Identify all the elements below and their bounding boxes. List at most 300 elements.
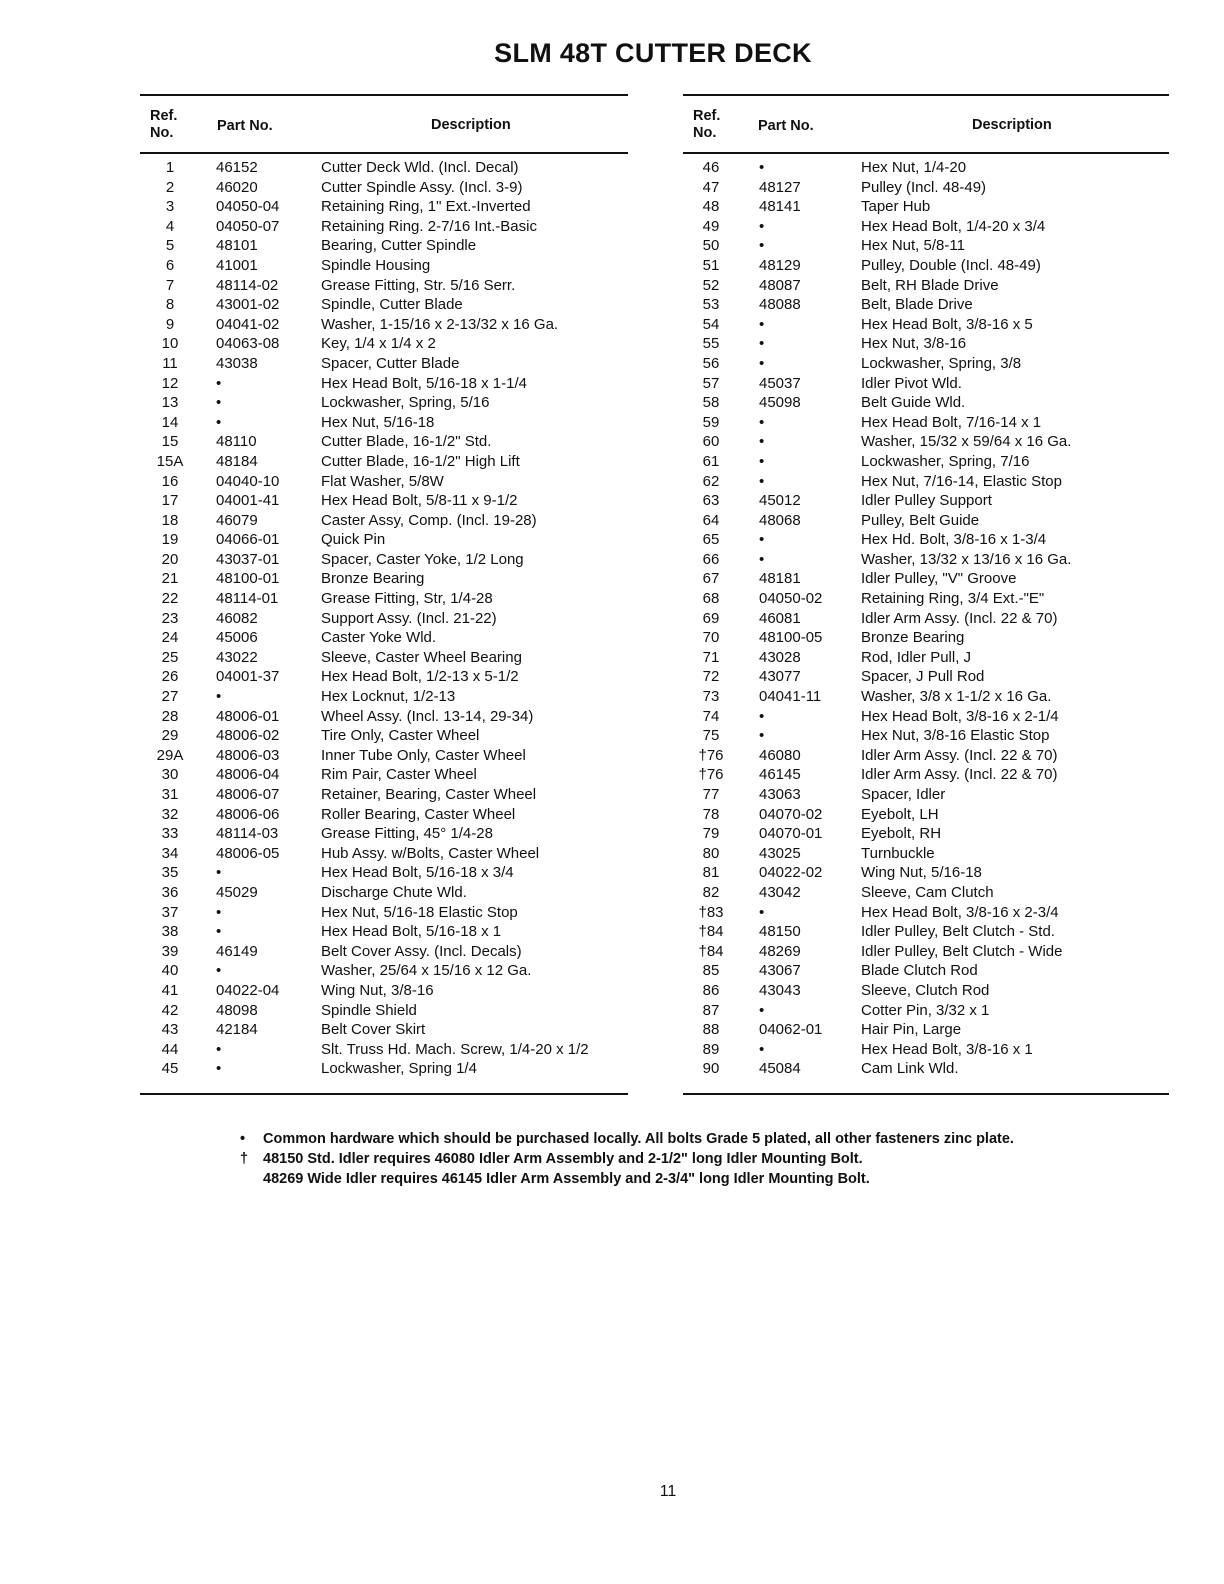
header-description: Description bbox=[972, 117, 1052, 133]
ref-no-cell: 3 bbox=[165, 198, 175, 216]
table-row bbox=[140, 1040, 628, 1060]
description-cell: Retaining Ring, 3/4 Ext.-"E" bbox=[861, 590, 1045, 608]
description-cell: Hex Nut, 3/8-16 bbox=[861, 335, 967, 353]
description-cell: Key, 1/4 x 1/4 x 2 bbox=[321, 335, 436, 353]
table-row bbox=[140, 844, 628, 864]
ref-no-cell: 35 bbox=[161, 864, 179, 882]
ref-no-cell: 30 bbox=[161, 766, 179, 784]
table-row bbox=[140, 550, 628, 570]
table-row bbox=[140, 315, 628, 335]
ref-no-cell: †83 bbox=[698, 903, 724, 921]
ref-no-cell: 13 bbox=[161, 394, 179, 412]
table-row bbox=[140, 628, 628, 648]
part-no-cell: 43077 bbox=[759, 668, 801, 686]
ref-no-cell: 17 bbox=[161, 492, 179, 510]
part-no-cell: 45006 bbox=[216, 629, 258, 647]
description-cell: Bronze Bearing bbox=[861, 629, 965, 647]
bullet-symbol: • bbox=[240, 1131, 246, 1147]
description-cell: Flat Washer, 5/8W bbox=[321, 472, 444, 490]
footnote-text: 48150 Std. Idler requires 46080 Idler Arm Assembly and 2-1/2" long Idler Mounting Bolt. bbox=[263, 1151, 863, 1167]
table-row bbox=[140, 178, 628, 198]
part-no-cell: • bbox=[759, 217, 765, 235]
ref-no-cell: 88 bbox=[702, 1021, 720, 1039]
table-row bbox=[683, 236, 1169, 256]
ref-no-cell: 27 bbox=[161, 688, 179, 706]
table-row bbox=[140, 922, 628, 942]
table-row bbox=[140, 334, 628, 354]
ref-no-cell: 1 bbox=[165, 159, 175, 176]
part-no-cell: • bbox=[759, 727, 765, 745]
description-cell: Idler Pivot Wld. bbox=[861, 374, 962, 392]
table-row bbox=[683, 981, 1169, 1001]
table-row bbox=[140, 981, 628, 1001]
part-no-cell: • bbox=[216, 394, 222, 412]
table-row bbox=[683, 354, 1169, 374]
part-no-cell: • bbox=[759, 335, 765, 353]
header-part-no: Part No. bbox=[217, 118, 273, 134]
part-no-cell: • bbox=[216, 962, 222, 980]
table-row bbox=[140, 765, 628, 785]
table-body bbox=[683, 154, 1169, 1079]
part-no-cell: 48129 bbox=[759, 256, 801, 274]
footnote-std-idler bbox=[238, 1149, 1138, 1169]
ref-no-cell: 66 bbox=[702, 550, 720, 568]
part-no-cell: 48114-01 bbox=[216, 590, 279, 608]
ref-no-cell: †84 bbox=[698, 923, 724, 941]
part-no-cell: 48006-07 bbox=[216, 786, 280, 803]
part-no-cell: 04041-02 bbox=[216, 315, 280, 333]
description-cell: Sleeve, Caster Wheel Bearing bbox=[321, 648, 522, 666]
ref-no-cell: 45 bbox=[161, 1060, 179, 1078]
ref-no-cell: 75 bbox=[702, 727, 720, 745]
description-cell: Spacer, Cutter Blade bbox=[321, 354, 460, 372]
table-row bbox=[683, 393, 1169, 413]
table-row bbox=[683, 648, 1169, 668]
description-cell: Wheel Assy. (Incl. 13-14, 29-34) bbox=[321, 707, 534, 725]
table-row bbox=[140, 236, 628, 256]
table-row bbox=[140, 276, 628, 296]
ref-no-cell: 48 bbox=[702, 198, 720, 216]
description-cell: Hex Hd. Bolt, 3/8-16 x 1-3/4 bbox=[861, 531, 1047, 549]
description-cell: Hex Head Bolt, 5/16-18 x 1-1/4 bbox=[321, 374, 527, 392]
header-description: Description bbox=[431, 117, 511, 133]
ref-no-cell: 44 bbox=[161, 1040, 179, 1058]
part-no-cell: 43001-02 bbox=[216, 296, 280, 314]
ref-no-cell: 34 bbox=[161, 844, 179, 862]
table-row bbox=[140, 393, 628, 413]
table-row bbox=[140, 961, 628, 981]
table-row bbox=[140, 530, 628, 550]
ref-no-cell: 10 bbox=[161, 335, 179, 353]
footnote-text: Common hardware which should be purchased locally. All bolts Grade 5 plated, all other fasteners zinc plate. bbox=[263, 1131, 1014, 1147]
part-no-cell: 48127 bbox=[759, 178, 801, 196]
part-no-cell: • bbox=[759, 1040, 765, 1058]
ref-no-cell: 73 bbox=[702, 688, 720, 706]
ref-no-cell: 23 bbox=[161, 609, 179, 627]
part-no-cell: • bbox=[759, 413, 765, 431]
ref-no-cell: 21 bbox=[161, 570, 179, 588]
table-row bbox=[683, 315, 1169, 335]
table-row bbox=[140, 609, 628, 629]
table-row bbox=[683, 844, 1169, 864]
description-cell: Cotter Pin, 3/32 x 1 bbox=[861, 1001, 990, 1019]
table-row bbox=[683, 1040, 1169, 1060]
table-row bbox=[140, 942, 628, 962]
description-cell: Cutter Blade, 16-1/2" Std. bbox=[321, 433, 492, 451]
table-row bbox=[683, 511, 1169, 531]
ref-no-cell: 72 bbox=[702, 668, 720, 686]
table-row bbox=[683, 334, 1169, 354]
ref-no-cell: 71 bbox=[702, 648, 720, 666]
ref-no-cell: 85 bbox=[702, 962, 720, 980]
description-cell: Tire Only, Caster Wheel bbox=[321, 727, 480, 745]
part-no-cell: • bbox=[759, 707, 765, 725]
table-row bbox=[140, 158, 628, 178]
description-cell: Lockwasher, Spring, 3/8 bbox=[861, 354, 1022, 372]
ref-no-cell: 65 bbox=[702, 531, 720, 549]
table-header bbox=[683, 96, 1169, 152]
table-bottom-rule bbox=[683, 1093, 1169, 1095]
table-row bbox=[683, 765, 1169, 785]
ref-no-cell: 43 bbox=[161, 1021, 179, 1039]
description-cell: Washer, 1-15/16 x 2-13/32 x 16 Ga. bbox=[321, 315, 559, 333]
part-no-cell: • bbox=[759, 903, 765, 921]
part-no-cell: 43043 bbox=[759, 981, 801, 999]
part-no-cell: • bbox=[216, 1040, 222, 1058]
part-no-cell: • bbox=[759, 531, 765, 549]
table-row bbox=[683, 295, 1169, 315]
part-no-cell: 48114-02 bbox=[216, 276, 279, 294]
description-cell: Hex Head Bolt, 5/8-11 x 9-1/2 bbox=[321, 492, 518, 510]
description-cell: Retaining Ring. 2-7/16 Int.-Basic bbox=[321, 217, 537, 235]
description-cell: Retaining Ring, 1" Ext.-Inverted bbox=[321, 198, 531, 216]
ref-no-cell: 52 bbox=[702, 276, 720, 294]
description-cell: Rim Pair, Caster Wheel bbox=[321, 766, 477, 784]
part-no-cell: • bbox=[759, 433, 765, 451]
part-no-cell: • bbox=[216, 923, 222, 941]
table-row bbox=[683, 491, 1169, 511]
ref-no-cell: 9 bbox=[165, 315, 175, 333]
part-no-cell: 04022-04 bbox=[216, 981, 280, 999]
part-no-cell: 48141 bbox=[759, 198, 801, 216]
part-no-cell: 48100-05 bbox=[759, 629, 823, 647]
ref-no-cell: 18 bbox=[161, 511, 179, 529]
description-cell: Wing Nut, 5/16-18 bbox=[861, 864, 982, 882]
table-row bbox=[140, 569, 628, 589]
table-row bbox=[140, 217, 628, 237]
part-no-cell: 04050-02 bbox=[759, 590, 823, 608]
description-cell: Hex Head Bolt, 3/8-16 x 2-1/4 bbox=[861, 707, 1059, 725]
ref-no-cell: 25 bbox=[161, 648, 179, 666]
table-row bbox=[683, 178, 1169, 198]
part-no-cell: 04070-01 bbox=[759, 825, 823, 843]
table-row bbox=[140, 354, 628, 374]
table-row bbox=[140, 1059, 628, 1079]
part-no-cell: 43037-01 bbox=[216, 550, 280, 568]
table-row bbox=[140, 413, 628, 433]
ref-no-cell: 42 bbox=[161, 1001, 179, 1019]
part-no-cell: 04063-08 bbox=[216, 335, 280, 353]
footnotes bbox=[238, 1129, 1138, 1189]
table-row bbox=[140, 746, 628, 766]
description-cell: Hex Head Bolt, 1/2-13 x 5-1/2 bbox=[321, 668, 519, 686]
table-row bbox=[683, 158, 1169, 178]
table-row bbox=[683, 1001, 1169, 1021]
part-no-cell: • bbox=[216, 864, 222, 882]
table-row bbox=[683, 883, 1169, 903]
ref-no-cell: 28 bbox=[161, 707, 179, 725]
table-row bbox=[140, 374, 628, 394]
description-cell: Rod, Idler Pull, J bbox=[861, 648, 972, 666]
table-row bbox=[683, 1059, 1169, 1079]
table-row bbox=[683, 961, 1169, 981]
table-row bbox=[140, 648, 628, 668]
table-row bbox=[683, 746, 1169, 766]
part-no-cell: 04022-02 bbox=[759, 864, 823, 882]
ref-no-cell: 79 bbox=[702, 825, 720, 843]
table-row bbox=[140, 197, 628, 217]
part-no-cell: 48181 bbox=[759, 570, 801, 588]
description-cell: Belt Cover Skirt bbox=[321, 1021, 426, 1039]
part-no-cell: 48100-01 bbox=[216, 570, 280, 588]
part-no-cell: 04070-02 bbox=[759, 805, 823, 823]
description-cell: Hex Head Bolt, 5/16-18 x 3/4 bbox=[321, 864, 514, 882]
table-row bbox=[683, 452, 1169, 472]
part-no-cell: 48006-01 bbox=[216, 707, 280, 725]
ref-no-cell: 15A bbox=[156, 452, 184, 470]
description-cell: Belt Guide Wld. bbox=[861, 394, 966, 412]
table-row bbox=[683, 589, 1169, 609]
ref-no-cell: 46 bbox=[702, 159, 720, 176]
ref-no-cell: 29 bbox=[161, 727, 179, 745]
part-no-cell: • bbox=[216, 1060, 222, 1078]
footnote-wide-idler bbox=[238, 1169, 1138, 1189]
table-row bbox=[683, 432, 1169, 452]
ref-no-cell: 16 bbox=[161, 472, 179, 490]
part-no-cell: 46145 bbox=[759, 766, 801, 784]
ref-no-cell: 11 bbox=[162, 354, 178, 372]
part-no-cell: 04001-41 bbox=[216, 492, 280, 510]
description-cell: Cam Link Wld. bbox=[861, 1060, 959, 1078]
table-row bbox=[683, 413, 1169, 433]
table-row bbox=[683, 863, 1169, 883]
part-no-cell: • bbox=[216, 413, 222, 431]
description-cell: Pulley, Double (Incl. 48-49) bbox=[861, 256, 1041, 274]
description-cell: Grease Fitting, Str. 5/16 Serr. bbox=[321, 276, 516, 294]
ref-no-cell: 90 bbox=[702, 1060, 720, 1078]
ref-no-cell: 77 bbox=[702, 786, 720, 803]
description-cell: Idler Pulley, Belt Clutch - Std. bbox=[861, 923, 1055, 941]
part-no-cell: 04066-01 bbox=[216, 531, 280, 549]
part-no-cell: 04001-37 bbox=[216, 668, 280, 686]
ref-no-cell: 61 bbox=[702, 452, 720, 470]
ref-no-cell: 59 bbox=[702, 413, 720, 431]
part-no-cell: 45012 bbox=[759, 492, 801, 510]
part-no-cell: 04040-10 bbox=[216, 472, 280, 490]
ref-no-cell: 49 bbox=[702, 217, 720, 235]
description-cell: Lockwasher, Spring, 7/16 bbox=[861, 452, 1030, 470]
description-cell: Bearing, Cutter Spindle bbox=[321, 237, 477, 255]
ref-no-cell: 70 bbox=[702, 629, 720, 647]
ref-no-cell: 15 bbox=[161, 433, 179, 451]
part-no-cell: • bbox=[759, 550, 765, 568]
ref-no-cell: 87 bbox=[702, 1001, 720, 1019]
ref-no-cell: 63 bbox=[702, 492, 720, 510]
part-no-cell: 46080 bbox=[759, 746, 801, 764]
table-row bbox=[140, 511, 628, 531]
ref-no-cell: 14 bbox=[161, 413, 179, 431]
table-row bbox=[683, 530, 1169, 550]
table-row bbox=[140, 903, 628, 923]
ref-no-cell: 56 bbox=[702, 354, 720, 372]
table-row bbox=[140, 589, 628, 609]
table-row bbox=[140, 707, 628, 727]
description-cell: Caster Assy, Comp. (Incl. 19-28) bbox=[321, 511, 537, 529]
table-row bbox=[140, 805, 628, 825]
parts-table-left bbox=[140, 94, 628, 1095]
ref-no-cell: 89 bbox=[702, 1040, 720, 1058]
part-no-cell: 43022 bbox=[216, 648, 258, 666]
description-cell: Idler Arm Assy. (Incl. 22 & 70) bbox=[861, 766, 1058, 784]
part-no-cell: 04050-04 bbox=[216, 198, 280, 216]
table-row bbox=[683, 667, 1169, 687]
part-no-cell: • bbox=[759, 1001, 765, 1019]
table-row bbox=[683, 276, 1169, 296]
part-no-cell: 45029 bbox=[216, 883, 258, 901]
ref-no-cell: 12 bbox=[161, 374, 179, 392]
ref-no-cell: 37 bbox=[161, 903, 179, 921]
description-cell: Washer, 3/8 x 1-1/2 x 16 Ga. bbox=[861, 688, 1052, 706]
table-row bbox=[683, 217, 1169, 237]
ref-no-cell: 50 bbox=[702, 237, 720, 255]
description-cell: Hair Pin, Large bbox=[861, 1021, 962, 1039]
description-cell: Hex Locknut, 1/2-13 bbox=[321, 688, 456, 706]
part-no-cell: • bbox=[216, 374, 222, 392]
table-row bbox=[683, 197, 1169, 217]
part-no-cell: • bbox=[759, 159, 765, 176]
description-cell: Spindle Housing bbox=[321, 256, 431, 274]
description-cell: Eyebolt, LH bbox=[861, 805, 939, 823]
part-no-cell: 45084 bbox=[759, 1060, 801, 1078]
description-cell: Hex Head Bolt, 5/16-18 x 1 bbox=[321, 923, 502, 941]
description-cell: Spacer, Idler bbox=[861, 786, 946, 803]
description-cell: Cutter Blade, 16-1/2" High Lift bbox=[321, 452, 520, 470]
description-cell: Idler Arm Assy. (Incl. 22 & 70) bbox=[861, 609, 1058, 627]
table-row bbox=[140, 667, 628, 687]
ref-no-cell: 67 bbox=[702, 570, 720, 588]
part-no-cell: 48101 bbox=[216, 237, 258, 255]
ref-no-cell: 39 bbox=[161, 942, 179, 960]
part-no-cell: 48006-03 bbox=[216, 746, 280, 764]
ref-no-cell: 47 bbox=[702, 178, 720, 196]
part-no-cell: 48006-06 bbox=[216, 805, 280, 823]
header-ref-no: Ref. No. bbox=[693, 108, 721, 141]
description-cell: Idler Pulley, Belt Clutch - Wide bbox=[861, 942, 1063, 960]
table-row bbox=[683, 785, 1169, 805]
part-no-cell: 43025 bbox=[759, 844, 801, 862]
description-cell: Taper Hub bbox=[861, 198, 931, 216]
table-row bbox=[140, 1020, 628, 1040]
description-cell: Support Assy. (Incl. 21-22) bbox=[321, 609, 497, 627]
table-bottom-rule bbox=[140, 1093, 628, 1095]
ref-no-cell: 55 bbox=[702, 335, 720, 353]
ref-no-cell: 5 bbox=[165, 237, 175, 255]
part-no-cell: 46079 bbox=[216, 511, 258, 529]
description-cell: Hex Head Bolt, 1/4-20 x 3/4 bbox=[861, 217, 1046, 235]
table-row bbox=[140, 452, 628, 472]
ref-no-cell: 86 bbox=[702, 981, 720, 999]
part-no-cell: 42184 bbox=[216, 1021, 258, 1039]
description-cell: Wing Nut, 3/8-16 bbox=[321, 981, 434, 999]
table-row bbox=[683, 628, 1169, 648]
part-no-cell: • bbox=[216, 903, 222, 921]
ref-no-cell: 62 bbox=[702, 472, 720, 490]
table-header bbox=[140, 96, 628, 152]
ref-no-cell: 26 bbox=[161, 668, 179, 686]
description-cell: Idler Pulley, "V" Groove bbox=[861, 570, 1017, 588]
part-no-cell: 46149 bbox=[216, 942, 258, 960]
table-row bbox=[140, 1001, 628, 1021]
description-cell: Hex Nut, 7/16-14, Elastic Stop bbox=[861, 472, 1062, 490]
description-cell: Retainer, Bearing, Caster Wheel bbox=[321, 786, 537, 803]
table-row bbox=[683, 824, 1169, 844]
page-number: 11 bbox=[659, 1483, 677, 1500]
table-row bbox=[140, 726, 628, 746]
dagger-symbol: † bbox=[240, 1151, 249, 1167]
part-no-cell: 41001 bbox=[216, 256, 258, 274]
table-row bbox=[140, 883, 628, 903]
part-no-cell: 48098 bbox=[216, 1001, 258, 1019]
description-cell: Sleeve, Clutch Rod bbox=[861, 981, 990, 999]
description-cell: Grease Fitting, Str, 1/4-28 bbox=[321, 590, 493, 608]
part-no-cell: 43042 bbox=[759, 883, 801, 901]
part-no-cell: 43063 bbox=[759, 786, 801, 803]
ref-no-cell: 33 bbox=[161, 825, 179, 843]
part-no-cell: 43028 bbox=[759, 648, 801, 666]
description-cell: Washer, 15/32 x 59/64 x 16 Ga. bbox=[861, 433, 1072, 451]
table-row bbox=[140, 256, 628, 276]
table-row bbox=[683, 472, 1169, 492]
description-cell: Hex Head Bolt, 7/16-14 x 1 bbox=[861, 413, 1042, 431]
part-no-cell: 43067 bbox=[759, 962, 801, 980]
ref-no-cell: 24 bbox=[161, 629, 179, 647]
description-cell: Belt Cover Assy. (Incl. Decals) bbox=[321, 942, 522, 960]
table-row bbox=[683, 903, 1169, 923]
ref-no-cell: 41 bbox=[161, 981, 179, 999]
ref-no-cell: 53 bbox=[702, 296, 720, 314]
part-no-cell: • bbox=[759, 237, 765, 255]
part-no-cell: • bbox=[759, 354, 765, 372]
description-cell: Hex Nut, 5/16-18 Elastic Stop bbox=[321, 903, 518, 921]
part-no-cell: 48006-02 bbox=[216, 727, 280, 745]
description-cell: Slt. Truss Hd. Mach. Screw, 1/4-20 x 1/2 bbox=[321, 1040, 589, 1058]
part-no-cell: 45098 bbox=[759, 394, 801, 412]
ref-no-cell: 32 bbox=[161, 805, 179, 823]
description-cell: Pulley, Belt Guide bbox=[861, 511, 980, 529]
description-cell: Bronze Bearing bbox=[321, 570, 425, 588]
part-no-cell: 48006-05 bbox=[216, 844, 280, 862]
part-no-cell: 45037 bbox=[759, 374, 801, 392]
description-cell: Washer, 13/32 x 13/16 x 16 Ga. bbox=[861, 550, 1072, 568]
table-row bbox=[140, 432, 628, 452]
table-row bbox=[683, 922, 1169, 942]
ref-no-cell: 51 bbox=[702, 256, 720, 274]
part-no-cell: 04041-11 bbox=[759, 688, 822, 706]
ref-no-cell: 60 bbox=[702, 433, 720, 451]
header-ref-no: Ref. No. bbox=[150, 108, 178, 141]
ref-no-cell: 78 bbox=[702, 805, 720, 823]
ref-no-cell: 68 bbox=[702, 590, 720, 608]
